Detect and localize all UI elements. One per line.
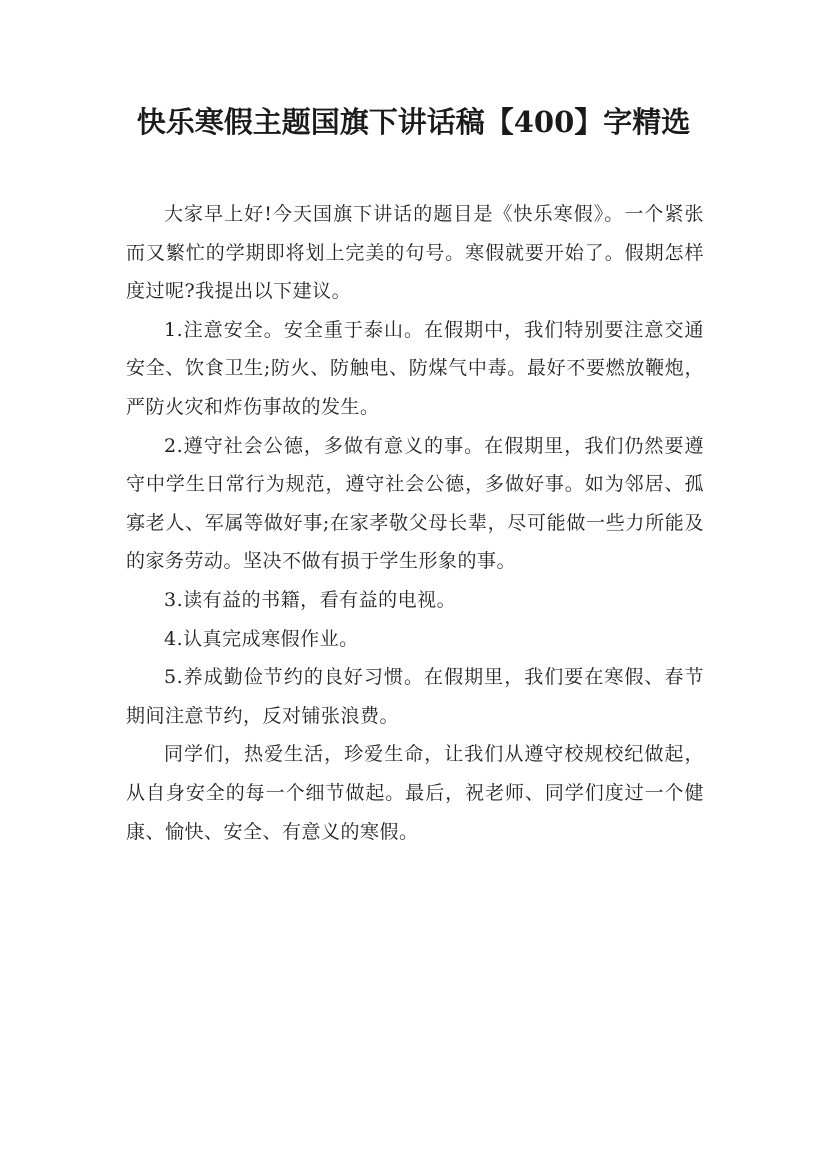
paragraph-homework: 4.认真完成寒假作业。	[164, 627, 359, 650]
paragraph-closing: 同学们，热爱生活，珍爱生命，让我们从遵守校规校纪做起，从自身安全的每一个细节做起。最后，祝老师、同学们度过一个健康、愉快、安全、有意义的寒假。	[126, 743, 704, 843]
paragraph-thrift: 5.养成勤俭节约的良好习惯。在假期里，我们要在寒假、春节期间注意节约，反对铺张浪费。	[126, 666, 704, 727]
paragraph-public-morality: 2.遵守社会公德，多做有意义的事。在假期里，我们仍然要遵守中学生日常行为规范，遵守社会公德，多做好事。如为邻居、孤寡老人、军属等做好事;在家孝敬父母长辈，尽可能做一些力所能及的家务劳动。坚决不做有损于学生形象的事。	[126, 434, 704, 573]
paragraph-safety: 1.注意安全。安全重于泰山。在假期中，我们特别要注意交通安全、饮食卫生;防火、防触电、防煤气中毒。最好不要燃放鞭炮，严防火灾和炸伤事故的发生。	[126, 318, 704, 418]
paragraph-reading: 3.读有益的书籍，看有益的电视。	[164, 588, 457, 611]
document-title: 快乐寒假主题国旗下讲话稿【400】字精选	[136, 105, 691, 139]
document-body	[126, 195, 704, 851]
paragraph-greeting: 大家早上好!今天国旗下讲话的题目是《快乐寒假》。一个紧张而又繁忙的学期即将划上完美的句号。寒假就要开始了。假期怎样度过呢?我提出以下建议。	[126, 203, 704, 303]
